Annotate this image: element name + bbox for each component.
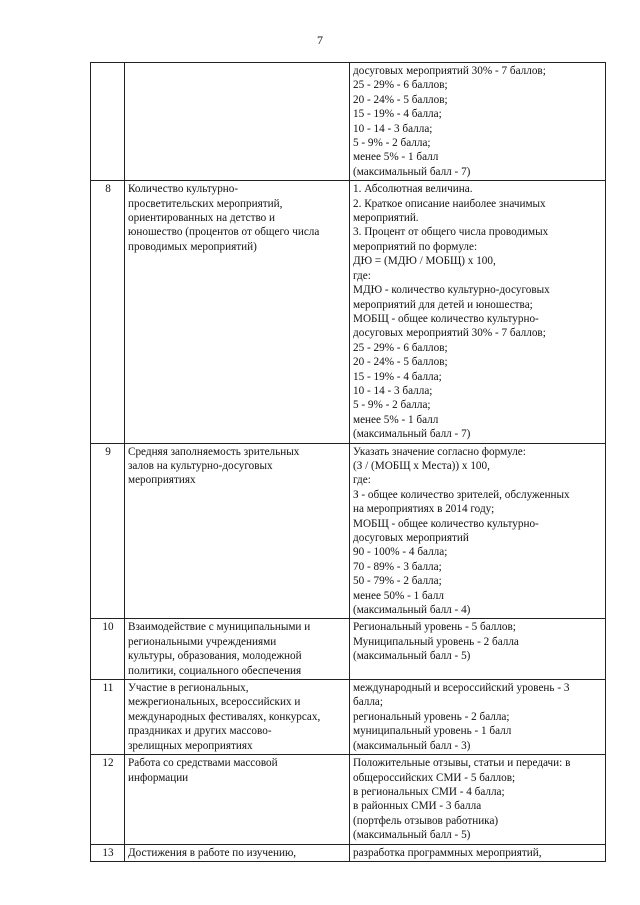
criteria-line: (максимальный балл - 7) bbox=[353, 165, 471, 178]
indicator-name-line: международных фестивалях, конкурсах, bbox=[128, 710, 321, 723]
indicator-name-cell bbox=[125, 680, 350, 755]
criteria-line: 10 - 14 - 3 балла; bbox=[353, 122, 433, 135]
indicator-name-line: мероприятиях bbox=[128, 474, 196, 487]
criteria-line: в региональных СМИ - 4 балла; bbox=[353, 785, 505, 798]
row-number: 9 bbox=[91, 443, 125, 619]
indicator-name-line: политики, социального обеспечения bbox=[128, 664, 302, 677]
criteria-line: 70 - 89% - 3 балла; bbox=[353, 560, 442, 573]
criteria-cell bbox=[350, 619, 606, 680]
criteria-line: международный и всероссийский уровень - 3 bbox=[353, 682, 570, 695]
criteria-line: (портфель отзывов работника) bbox=[353, 814, 499, 827]
criteria-line: досуговых мероприятий 30% - 7 баллов; bbox=[353, 327, 546, 340]
criteria-line: 3. Процент от общего числа проводимых bbox=[353, 226, 549, 239]
criteria-line: менее 5% - 1 балл bbox=[353, 151, 439, 164]
row-number: 12 bbox=[91, 755, 125, 844]
criteria-line: муниципальный уровень - 1 балл bbox=[353, 725, 512, 738]
criteria-table bbox=[90, 62, 606, 862]
indicator-name-line: зрелищных мероприятиях bbox=[128, 739, 253, 752]
criteria-table-body bbox=[91, 63, 606, 862]
criteria-line: где: bbox=[353, 269, 371, 282]
criteria-cell bbox=[350, 844, 606, 861]
criteria-line: 15 - 19% - 4 балла; bbox=[353, 370, 442, 383]
criteria-line: МОБЩ - общее количество культурно- bbox=[353, 517, 539, 530]
criteria-cell bbox=[350, 181, 606, 443]
criteria-line: 20 - 24% - 5 баллов; bbox=[353, 93, 448, 106]
criteria-line: балла; bbox=[353, 696, 383, 709]
criteria-cell bbox=[350, 755, 606, 844]
indicator-name-line: праздниках и других массово- bbox=[128, 725, 272, 738]
criteria-line: МДЮ - количество культурно-досуговых bbox=[353, 284, 550, 297]
criteria-line: 25 - 29% - 6 баллов; bbox=[353, 79, 448, 92]
criteria-line: менее 5% - 1 балл bbox=[353, 413, 439, 426]
indicator-name-line: Работа со средствами массовой bbox=[128, 757, 278, 770]
indicator-name-cell bbox=[125, 755, 350, 844]
criteria-line: 1. Абсолютная величина. bbox=[353, 183, 473, 196]
criteria-line: 2. Краткое описание наиболее значимых bbox=[353, 197, 546, 210]
criteria-line: МОБЩ - общее количество культурно- bbox=[353, 312, 539, 325]
table-row bbox=[91, 619, 606, 680]
criteria-line: ДЮ = (МДЮ / МОБЩ) х 100, bbox=[353, 255, 496, 268]
table-row bbox=[91, 755, 606, 844]
criteria-line: (максимальный балл - 7) bbox=[353, 428, 471, 441]
table-row bbox=[91, 63, 606, 181]
indicator-name-line: просветительских мероприятий, bbox=[128, 197, 283, 210]
indicator-name-line: межрегиональных, всероссийских и bbox=[128, 696, 301, 709]
table-row bbox=[91, 443, 606, 619]
criteria-line: (З / (МОБЩ х Места)) х 100, bbox=[353, 459, 490, 472]
indicator-name-line: региональными учреждениями bbox=[128, 635, 277, 648]
indicator-name-cell bbox=[125, 443, 350, 619]
criteria-line: в районных СМИ - 3 балла bbox=[353, 800, 482, 813]
criteria-line: Положительные отзывы, статьи и передачи: в bbox=[353, 757, 571, 770]
criteria-line: мероприятий по формуле: bbox=[353, 240, 478, 253]
indicator-name-line: Взаимодействие с муниципальными и bbox=[128, 621, 311, 634]
criteria-line: (максимальный балл - 3) bbox=[353, 739, 471, 752]
criteria-cell bbox=[350, 680, 606, 755]
criteria-line: 15 - 19% - 4 балла; bbox=[353, 108, 442, 121]
criteria-line: Региональный уровень - 5 баллов; bbox=[353, 621, 516, 634]
criteria-line: 10 - 14 - 3 балла; bbox=[353, 384, 433, 397]
indicator-name-line: Достижения в работе по изучению, bbox=[128, 846, 297, 859]
row-number: 8 bbox=[91, 181, 125, 443]
indicator-name-line: ориентированных на детство и bbox=[128, 212, 276, 225]
criteria-line: менее 50% - 1 балл bbox=[353, 589, 444, 602]
indicator-name-line: юношество (процентов от общего числа bbox=[128, 226, 320, 239]
table-row bbox=[91, 844, 606, 861]
indicator-name-line: Средняя заполняемость зрительных bbox=[128, 445, 300, 458]
row-number bbox=[91, 63, 125, 181]
criteria-line: 5 - 9% - 2 балла; bbox=[353, 399, 431, 412]
criteria-line: разработка программных мероприятий, bbox=[353, 846, 542, 859]
indicator-name-line: проводимых мероприятий) bbox=[128, 240, 257, 253]
criteria-line: (максимальный балл - 4) bbox=[353, 604, 471, 617]
criteria-line: 90 - 100% - 4 балла; bbox=[353, 546, 448, 559]
table-row bbox=[91, 181, 606, 443]
criteria-line: 20 - 24% - 5 баллов; bbox=[353, 356, 448, 369]
row-number: 11 bbox=[91, 680, 125, 755]
table-row bbox=[91, 680, 606, 755]
criteria-line: 5 - 9% - 2 балла; bbox=[353, 137, 431, 150]
criteria-cell bbox=[350, 443, 606, 619]
indicator-name-cell bbox=[125, 844, 350, 861]
criteria-cell bbox=[350, 63, 606, 181]
criteria-line: где: bbox=[353, 474, 371, 487]
indicator-name-line: Количество культурно- bbox=[128, 183, 239, 196]
criteria-line: (максимальный балл - 5) bbox=[353, 650, 471, 663]
criteria-line: (максимальный балл - 5) bbox=[353, 829, 471, 842]
criteria-line: досуговых мероприятий bbox=[353, 532, 469, 544]
criteria-line: досуговых мероприятий 30% - 7 баллов; bbox=[353, 65, 546, 77]
criteria-line: Указать значение согласно формуле: bbox=[353, 445, 526, 458]
criteria-line: 25 - 29% - 6 баллов; bbox=[353, 341, 448, 354]
criteria-line: З - общее количество зрителей, обслуженных bbox=[353, 488, 570, 501]
indicator-name-line: культуры, образования, молодежной bbox=[128, 650, 302, 663]
criteria-line: мероприятий. bbox=[353, 212, 419, 225]
indicator-name-line: информации bbox=[128, 771, 189, 784]
criteria-line: региональный уровень - 2 балла; bbox=[353, 710, 510, 723]
row-number: 10 bbox=[91, 619, 125, 680]
criteria-line: на мероприятиях в 2014 году; bbox=[353, 503, 495, 516]
indicator-name-line: Участие в региональных, bbox=[128, 682, 249, 695]
criteria-line: Муниципальный уровень - 2 балла bbox=[353, 635, 519, 648]
row-number: 13 bbox=[91, 844, 125, 861]
indicator-name-line: залов на культурно-досуговых bbox=[128, 459, 273, 472]
criteria-line: мероприятий для детей и юношества; bbox=[353, 298, 533, 311]
criteria-line: 50 - 79% - 2 балла; bbox=[353, 575, 442, 588]
indicator-name-cell bbox=[125, 619, 350, 680]
criteria-line: общероссийских СМИ - 5 баллов; bbox=[353, 771, 516, 784]
indicator-name-cell bbox=[125, 63, 350, 181]
page-number: 7 bbox=[317, 33, 323, 47]
indicator-name-cell bbox=[125, 181, 350, 443]
